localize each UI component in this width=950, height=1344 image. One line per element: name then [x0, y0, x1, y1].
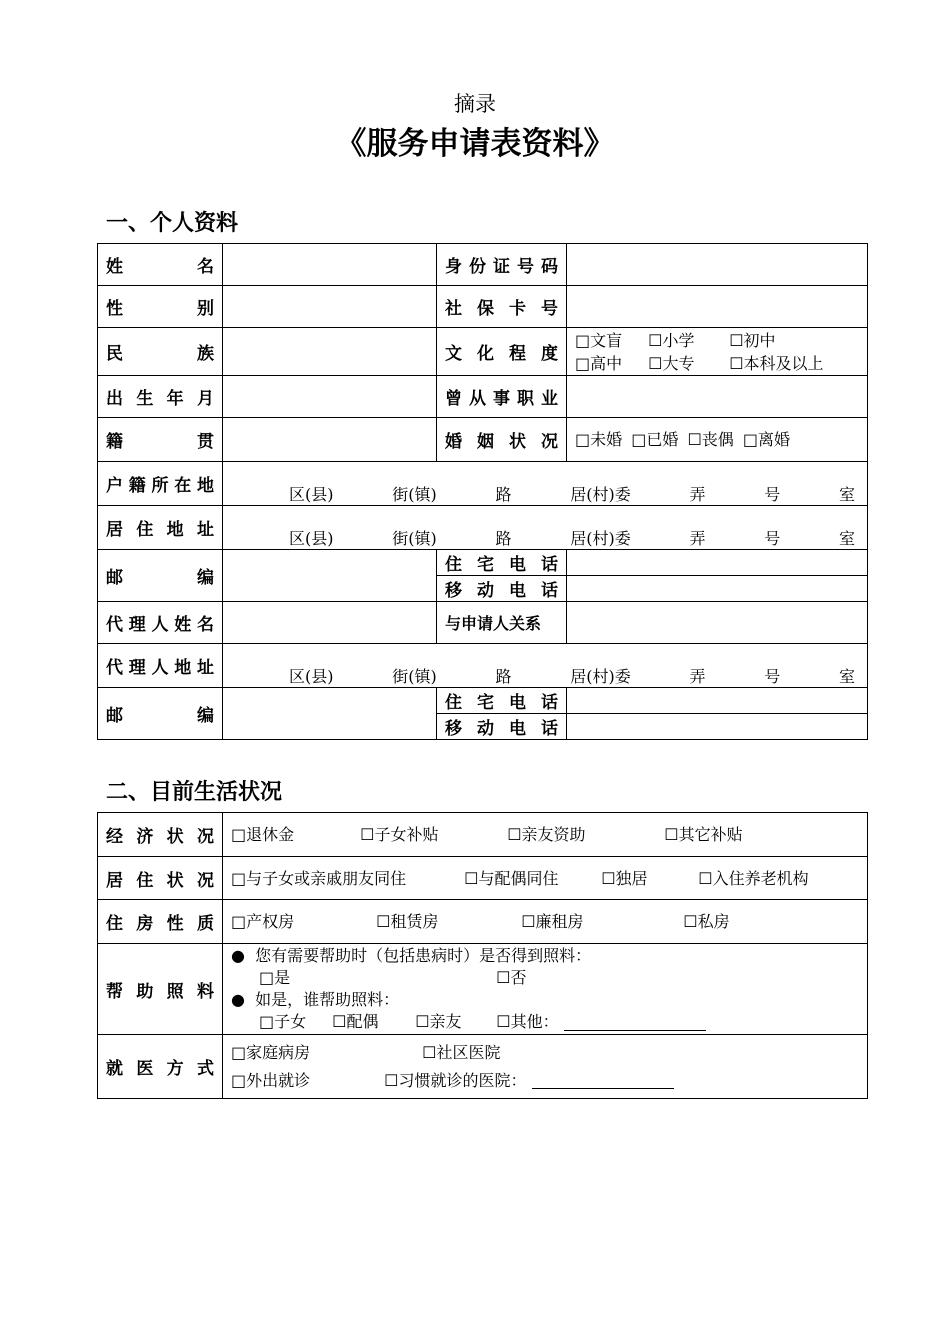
- section-personal-title: 一、个人资料: [106, 211, 239, 236]
- bullet-icon: ●: [231, 990, 245, 1009]
- field-postcode[interactable]: [223, 550, 437, 602]
- housing-option[interactable]: ☐廉租房: [521, 912, 584, 931]
- address-unit: 弄: [689, 529, 706, 548]
- row-agent-postcode: [98, 688, 868, 740]
- label-name: [106, 252, 214, 277]
- address-unit: 号: [764, 529, 781, 548]
- label-text: 经 济 状 况: [106, 827, 214, 847]
- marital-option[interactable]: ☐丧偶: [687, 430, 734, 449]
- address-unit: 号: [764, 667, 781, 686]
- document-subtitle: 摘录: [454, 92, 496, 116]
- edu-option[interactable]: ☐小学: [648, 330, 695, 350]
- label-text: 居 住 地 址: [106, 520, 214, 540]
- care-options: [223, 944, 868, 1035]
- care-helper-option[interactable]: □子女: [259, 1012, 307, 1031]
- living-option[interactable]: □与子女或亲戚朋友同住: [231, 868, 407, 888]
- label-mobile-phone: [445, 576, 558, 601]
- label-text: 户 籍 所 在 地: [106, 476, 214, 496]
- row-native-place: [98, 418, 868, 462]
- edu-option[interactable]: □高中: [575, 353, 623, 373]
- economy-option[interactable]: ☐其它补贴: [664, 825, 743, 844]
- field-ethnicity[interactable]: [223, 328, 437, 376]
- label-id-number: [445, 252, 558, 277]
- agent-address-field[interactable]: [223, 644, 868, 688]
- address-unit: 号: [764, 485, 781, 504]
- label-agent-name: [106, 610, 214, 635]
- label-native-place: [106, 427, 214, 452]
- label-home-phone: [445, 550, 558, 575]
- housing-option[interactable]: □产权房: [231, 912, 295, 931]
- economy-option[interactable]: ☐子女补贴: [360, 825, 439, 844]
- field-native-place[interactable]: [223, 418, 437, 462]
- edu-option[interactable]: ☐本科及以上: [729, 353, 824, 373]
- label-text: 帮 助 照 料: [106, 981, 214, 1002]
- housing-option[interactable]: ☐租赁房: [376, 912, 439, 931]
- field-agent-mobile-phone[interactable]: [567, 713, 867, 714]
- label-agent-home-phone: [445, 688, 558, 713]
- address-unit: 室: [838, 529, 855, 548]
- address-unit: 居(村)委: [570, 485, 631, 504]
- address-unit: 街(镇): [392, 485, 437, 504]
- marital-options: [567, 418, 868, 462]
- address-unit: 路: [495, 529, 512, 548]
- edu-option[interactable]: □文盲: [575, 330, 623, 350]
- label-text: 居 住 状 况: [106, 870, 214, 891]
- label-text: 身 份 证 号 码: [445, 257, 558, 277]
- medical-option[interactable]: □外出就诊: [231, 1070, 311, 1090]
- label-economy: [106, 822, 214, 847]
- care-no-option[interactable]: ☐否: [496, 968, 527, 987]
- medical-option[interactable]: □家庭病房: [231, 1042, 311, 1062]
- edu-option[interactable]: ☐大专: [648, 353, 695, 373]
- label-text: 住 宅 电 话: [445, 693, 558, 713]
- label-education: [445, 339, 558, 364]
- label-text: 籍 贯: [106, 432, 214, 452]
- label-residence-address: [106, 515, 214, 540]
- household-address-field[interactable]: [223, 462, 868, 506]
- living-option[interactable]: ☐入住养老机构: [698, 868, 809, 888]
- label-text: 代 理 人 姓 名: [106, 615, 214, 635]
- label-text: 文 化 程 度: [445, 344, 558, 364]
- label-text: 移 动 电 话: [445, 719, 558, 739]
- document-title: 《服务申请表资料》: [335, 126, 615, 162]
- label-text: 出 生 年 月: [106, 389, 214, 409]
- marital-option[interactable]: □未婚: [575, 430, 623, 449]
- label-text: 邮 编: [106, 706, 214, 726]
- label-text: 社 保 卡 号: [445, 299, 558, 319]
- label-text: 住 房 性 质: [106, 914, 214, 934]
- economy-option[interactable]: ☐亲友资助: [507, 825, 586, 844]
- label-text: 住 宅 电 话: [445, 555, 558, 575]
- field-birth[interactable]: [223, 376, 437, 418]
- label-occupation: [445, 384, 558, 409]
- bullet-icon: ●: [231, 946, 245, 965]
- section-living-title: 二、目前生活状况: [106, 780, 283, 805]
- field-social-card[interactable]: [567, 286, 868, 328]
- row-name: [98, 244, 868, 286]
- care-question-1: 您有需要帮助时（包括患病时）是否得到照料：: [255, 946, 592, 965]
- living-options: [223, 857, 868, 900]
- living-option[interactable]: ☐独居: [601, 868, 648, 888]
- edu-option[interactable]: ☐初中: [729, 330, 776, 350]
- field-relation[interactable]: [567, 602, 868, 644]
- residence-address-field[interactable]: [223, 506, 868, 550]
- label-household-address: [106, 471, 214, 496]
- label-birth: [106, 384, 214, 409]
- label-agent-mobile-phone: [445, 714, 558, 739]
- medical-option[interactable]: ☐社区医院: [422, 1042, 501, 1062]
- field-name[interactable]: [223, 244, 437, 286]
- label-text: 移 动 电 话: [445, 581, 558, 601]
- address-unit: 区(县): [289, 667, 334, 686]
- education-options: [567, 328, 868, 376]
- field-occupation[interactable]: [567, 376, 868, 418]
- label-care: [106, 977, 214, 1002]
- label-agent-postcode: [106, 701, 214, 726]
- label-text: 曾 从 事 职 业: [445, 389, 558, 409]
- label-housing: [106, 909, 214, 934]
- label-text: 民 族: [106, 344, 214, 364]
- care-other-blank[interactable]: [564, 1015, 706, 1031]
- row-housing: [98, 900, 868, 944]
- label-text: 邮 编: [106, 568, 214, 588]
- label-text: 代 理 人 地 址: [106, 658, 214, 678]
- care-helper-option[interactable]: ☐亲友: [415, 1012, 462, 1031]
- label-agent-address: [106, 653, 214, 678]
- care-yes-option[interactable]: □是: [259, 968, 291, 987]
- row-agent-address: [98, 644, 868, 688]
- field-mobile-phone[interactable]: [567, 575, 867, 576]
- address-unit: 区(县): [289, 485, 334, 504]
- medical-options: [223, 1035, 868, 1099]
- field-agent-postcode[interactable]: [223, 688, 437, 740]
- living-status-table: [97, 812, 868, 1099]
- row-postcode: [98, 550, 868, 602]
- label-text: 姓 名: [106, 257, 214, 277]
- row-ethnicity: [98, 328, 868, 376]
- economy-options: [223, 813, 868, 857]
- marital-option[interactable]: □已婚: [631, 430, 679, 449]
- housing-option[interactable]: ☐私房: [683, 912, 730, 931]
- label-relation: 与申请人关系: [445, 614, 542, 633]
- address-unit: 室: [838, 667, 855, 686]
- address-unit: 居(村)委: [570, 529, 631, 548]
- housing-options: [223, 900, 868, 944]
- care-helper-option[interactable]: ☐其他：: [496, 1012, 559, 1031]
- row-residence-address: [98, 506, 868, 550]
- label-text: 婚 姻 状 况: [445, 432, 558, 452]
- label-marital: [445, 427, 558, 452]
- label-text: 性 别: [106, 299, 214, 319]
- row-medical: [98, 1035, 868, 1099]
- address-unit: 街(镇): [392, 529, 437, 548]
- address-unit: 室: [838, 485, 855, 504]
- marital-option[interactable]: □离婚: [742, 430, 791, 449]
- label-gender: [106, 294, 214, 319]
- row-agent-name: [98, 602, 868, 644]
- address-unit: 路: [495, 485, 512, 504]
- row-care: [98, 944, 868, 1035]
- label-social-card: [445, 294, 558, 319]
- living-option[interactable]: ☐与配偶同住: [464, 868, 559, 888]
- field-id-number[interactable]: [567, 244, 868, 286]
- economy-option[interactable]: □退休金: [231, 825, 295, 844]
- address-unit: 路: [495, 667, 512, 686]
- field-gender[interactable]: [223, 286, 437, 328]
- address-unit: 弄: [689, 485, 706, 504]
- label-medical: [106, 1054, 214, 1079]
- row-household-address: [98, 462, 868, 506]
- label-postcode: [106, 563, 214, 588]
- row-living: [98, 857, 868, 900]
- address-unit: 弄: [689, 667, 706, 686]
- row-economy: [98, 813, 868, 857]
- label-living: [106, 866, 214, 891]
- label-ethnicity: [106, 339, 214, 364]
- medical-option[interactable]: ☐习惯就诊的医院：: [384, 1070, 527, 1090]
- care-helper-option[interactable]: ☐配偶: [332, 1012, 379, 1031]
- label-text: 就 医 方 式: [106, 1059, 214, 1079]
- personal-info-table: [97, 243, 868, 740]
- hospital-blank[interactable]: [532, 1073, 674, 1089]
- address-unit: 居(村)委: [570, 667, 631, 686]
- care-question-2: 如是，谁帮助照料：: [255, 990, 400, 1009]
- address-unit: 区(县): [289, 529, 334, 548]
- address-unit: 街(镇): [392, 667, 437, 686]
- row-birth: [98, 376, 868, 418]
- field-agent-name[interactable]: [223, 602, 437, 644]
- row-gender: [98, 286, 868, 328]
